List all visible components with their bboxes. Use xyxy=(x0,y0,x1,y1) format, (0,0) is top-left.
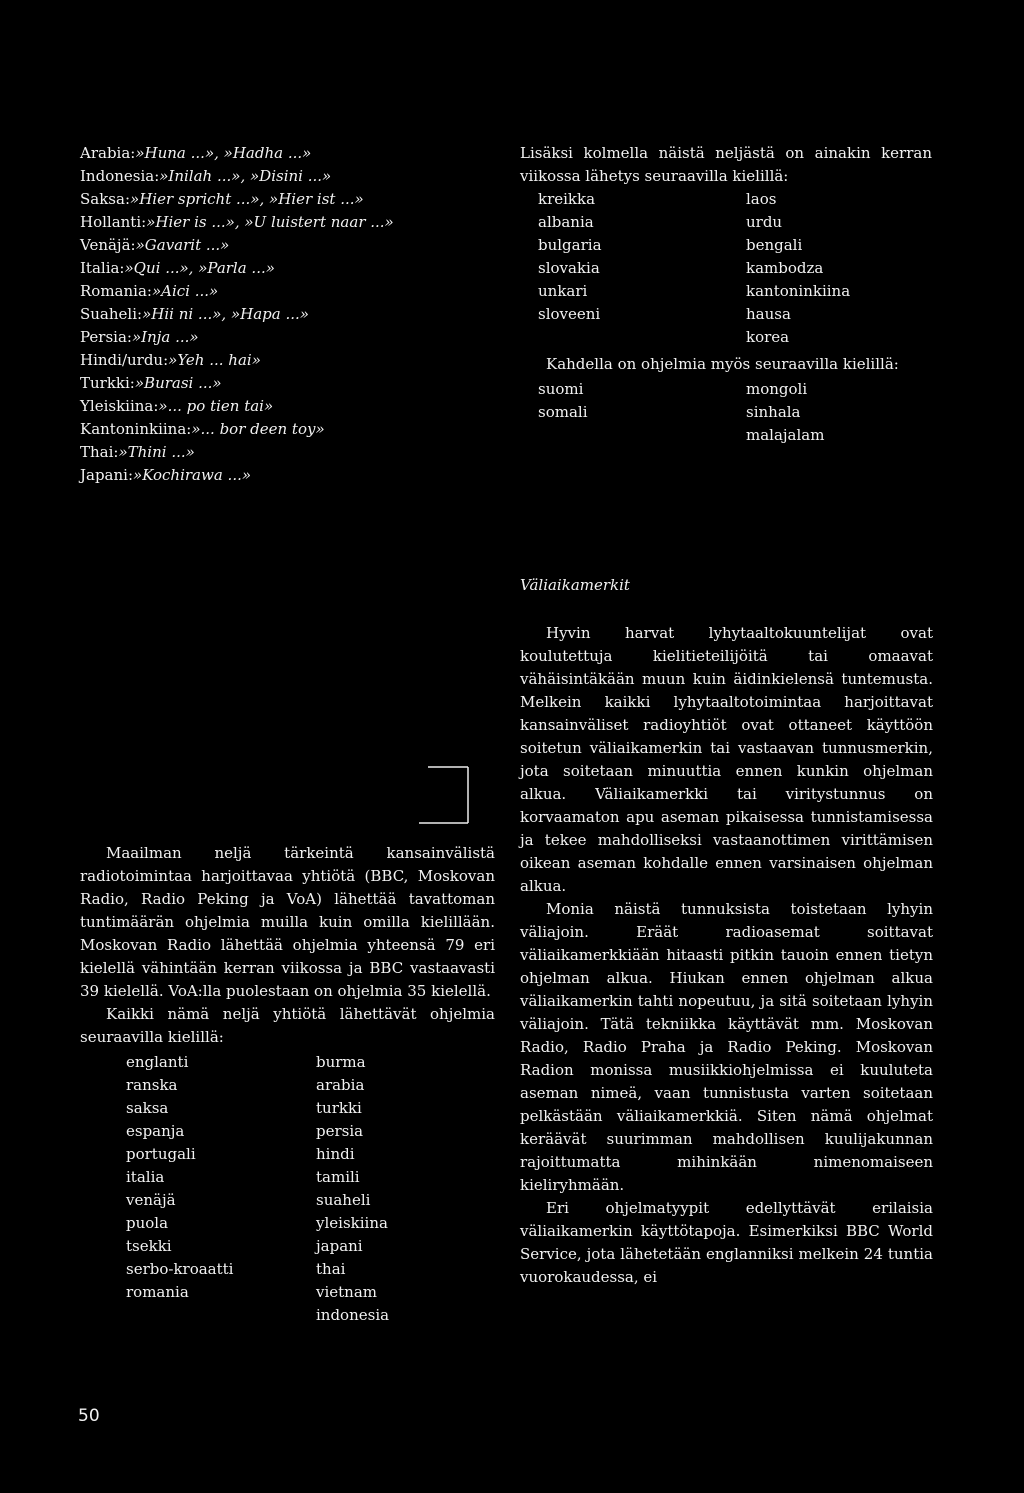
greeting-line xyxy=(80,303,520,326)
language-name xyxy=(538,424,738,447)
greeting-language: Thai: xyxy=(80,443,119,461)
greeting-language: Japani: xyxy=(80,466,134,484)
language-name: urdu xyxy=(746,213,783,231)
language-name: laos xyxy=(746,190,777,208)
language-row xyxy=(538,424,932,447)
language-name: slovakia xyxy=(538,259,600,277)
language-row xyxy=(538,378,932,401)
language-name: englanti xyxy=(126,1053,189,1071)
language-name: somali xyxy=(538,403,588,421)
language-name: serbo-kroaatti xyxy=(126,1260,234,1278)
language-row xyxy=(538,326,932,349)
greeting-phrase: »... bor deen toy» xyxy=(191,420,325,438)
language-row xyxy=(126,1120,495,1143)
language-row xyxy=(126,1235,495,1258)
language-name: portugali xyxy=(126,1145,196,1163)
language-name xyxy=(126,1304,316,1327)
language-name: japani xyxy=(316,1237,363,1255)
language-name: kambodza xyxy=(746,259,824,277)
greeting-phrase: »Yeh ... hai» xyxy=(168,351,261,369)
language-name: albania xyxy=(538,213,594,231)
greeting-line xyxy=(80,280,520,303)
greeting-phrase: »Inja ...» xyxy=(131,328,199,346)
greeting-phrase: »Thini ...» xyxy=(118,443,195,461)
language-name: italia xyxy=(126,1168,165,1186)
left-body-text xyxy=(80,842,495,1327)
language-row xyxy=(126,1051,495,1074)
language-name: unkari xyxy=(538,282,588,300)
language-name: puola xyxy=(126,1214,169,1232)
greeting-language: Romania: xyxy=(80,282,152,300)
greeting-line xyxy=(80,142,520,165)
language-name: vietnam xyxy=(316,1283,378,1301)
language-name: arabia xyxy=(316,1076,365,1094)
greeting-phrase: »Inilah ...», »Disini ...» xyxy=(159,167,332,185)
language-name: suomi xyxy=(538,380,584,398)
intro2-paragraph: Kahdella on ohjelmia myös seuraavilla kielillä: xyxy=(546,355,899,373)
language-row xyxy=(126,1074,495,1097)
language-name: suaheli xyxy=(316,1191,371,1209)
language-name: bulgaria xyxy=(538,236,602,254)
body-paragraph: Kaikki nämä neljä yhtiötä lähettävät ohjelmia seuraavilla kielillä: xyxy=(80,1005,495,1046)
greeting-line xyxy=(80,188,520,211)
language-name xyxy=(538,326,738,349)
language-name: venäjä xyxy=(126,1191,176,1209)
greeting-language: Saksa: xyxy=(80,190,131,208)
greetings-list xyxy=(80,142,520,487)
language-name: ranska xyxy=(126,1076,178,1094)
greeting-phrase: »Huna ...», »Hadha ...» xyxy=(135,144,312,162)
language-name: mongoli xyxy=(746,380,808,398)
greeting-language: Hollanti: xyxy=(80,213,147,231)
language-name: hausa xyxy=(746,305,791,323)
language-row xyxy=(538,211,932,234)
greeting-phrase: »Kochirawa ...» xyxy=(133,466,252,484)
greeting-phrase: »Qui ...», »Parla ...» xyxy=(124,259,275,277)
language-name: bengali xyxy=(746,236,803,254)
language-row xyxy=(538,188,932,211)
greeting-line xyxy=(80,372,520,395)
language-row xyxy=(538,234,932,257)
greeting-line xyxy=(80,234,520,257)
language-row xyxy=(538,303,932,326)
greeting-line xyxy=(80,418,520,441)
greeting-line xyxy=(80,211,520,234)
language-row xyxy=(126,1189,495,1212)
language-list-three xyxy=(538,188,932,349)
greeting-language: Yleiskiina: xyxy=(80,397,159,415)
greeting-language: Persia: xyxy=(80,328,132,346)
greeting-language: Hindi/urdu: xyxy=(80,351,169,369)
language-row xyxy=(126,1212,495,1235)
language-name: burma xyxy=(316,1053,366,1071)
greeting-language: Kantoninkiina: xyxy=(80,420,192,438)
greeting-line xyxy=(80,326,520,349)
language-name: turkki xyxy=(316,1099,362,1117)
greeting-language: Arabia: xyxy=(80,144,136,162)
language-name: kantoninkiina xyxy=(746,282,851,300)
greeting-language: Venäjä: xyxy=(80,236,136,254)
intro-paragraph: Lisäksi kolmella näistä neljästä on ainakin kerran viikossa lähetys seuraavilla kielillä: xyxy=(520,144,932,185)
language-name: tsekki xyxy=(126,1237,172,1255)
greeting-language: Turkki: xyxy=(80,374,135,392)
language-name: yleiskiina xyxy=(316,1214,388,1232)
greeting-phrase: »Hier spricht ...», »Hier ist ...» xyxy=(130,190,364,208)
right-top-block xyxy=(520,142,932,447)
bracket-mark xyxy=(418,766,470,824)
body-paragraph: Monia näistä tunnuksista toistetaan lyhyin väliajoin. Eräät radioasemat soittavat väliaikamerkkiään hitaasti pitkin tauoin ennen tietyn ohjelman alkua. Hiukan ennen ohjelman alkua väliaikamerkin tahti nopeutuu, ja sitä soitetaan lyhyin väliajoin. Tätä tekniikka käyttävät mm. Moskovan Radio, Radio Praha ja Radio Peking. Moskovan Radion monissa musiikkiohjelmissa ei kuuluteta aseman nimeä, vaan tunnistusta varten soitetaan pelkästään väliaikamerkkiä. Siten nämä ohjelmat keräävät suurimman mahdollisen kuulijakunnan rajoittumatta mihinkään nimenomaiseen kieliryhmään. xyxy=(520,900,933,1194)
greeting-line xyxy=(80,349,520,372)
body-paragraph: Eri ohjelmatyypit edellyttävät erilaisia väliaikamerkin käyttötapoja. Esimerkiksi BBC World Service, jota lähetetään englanniksi melkein 24 tuntia vuorokaudessa, ei xyxy=(520,1199,933,1286)
greeting-phrase: »Burasi ...» xyxy=(134,374,222,392)
language-name: espanja xyxy=(126,1122,185,1140)
language-row xyxy=(126,1097,495,1120)
greeting-line xyxy=(80,464,520,487)
language-row xyxy=(126,1281,495,1304)
body-paragraph: Maailman neljä tärkeintä kansainvälistä radiotoimintaa harjoittavaa yhtiötä (BBC, Moskovan Radio, Radio Peking ja VoA) lähettää tavattoman tuntimäärän ohjelmia muilla kuin omilla kielillään. Moskovan Radio lähettää ohjelmia yhteensä 79 eri kielellä vähintään kerran viikossa ja BBC vastaavasti 39 kielellä. VoA:lla puolestaan on ohjelmia 35 kielellä. xyxy=(80,844,495,1000)
greeting-line xyxy=(80,441,520,464)
greeting-language: Italia: xyxy=(80,259,125,277)
language-name: saksa xyxy=(126,1099,169,1117)
greeting-line xyxy=(80,165,520,188)
greeting-line xyxy=(80,257,520,280)
greeting-phrase: »Hii ni ...», »Hapa ...» xyxy=(142,305,309,323)
language-name: tamili xyxy=(316,1168,360,1186)
greeting-phrase: »Aici ...» xyxy=(151,282,219,300)
language-name: romania xyxy=(126,1283,189,1301)
language-name: hindi xyxy=(316,1145,355,1163)
greeting-phrase: »Hier is ...», »U luistert naar ...» xyxy=(146,213,394,231)
greeting-line xyxy=(80,395,520,418)
section-heading: Väliaikamerkit xyxy=(520,576,630,594)
language-name: indonesia xyxy=(316,1306,390,1324)
language-list-two xyxy=(538,378,932,447)
greeting-phrase: »... po tien tai» xyxy=(158,397,274,415)
language-name: kreikka xyxy=(538,190,596,208)
greeting-language: Suaheli: xyxy=(80,305,143,323)
language-name: malajalam xyxy=(746,426,825,444)
page-number: 50 xyxy=(78,1406,100,1426)
language-row xyxy=(126,1304,495,1327)
greeting-language: Indonesia: xyxy=(80,167,160,185)
language-row xyxy=(126,1143,495,1166)
language-name: thai xyxy=(316,1260,346,1278)
language-name: korea xyxy=(746,328,790,346)
right-body-text xyxy=(520,622,933,1289)
language-row xyxy=(538,280,932,303)
greeting-phrase: »Gavarit ...» xyxy=(135,236,230,254)
language-name: sloveeni xyxy=(538,305,601,323)
language-row xyxy=(126,1166,495,1189)
language-row xyxy=(538,257,932,280)
language-name: sinhala xyxy=(746,403,801,421)
body-paragraph: Hyvin harvat lyhytaaltokuuntelijat ovat koulutettuja kielitieteilijöitä tai omaavat vähäisintäkään muun kuin äidinkielensä tuntemusta. Melkein kaikki lyhytaaltotoimintaa harjoittavat kansainväliset radioyhtiöt ovat ottaneet käyttöön soitetun väliaikamerkin tai vastaavan tunnusmerkin, jota soitetaan minuuttia ennen kunkin ohjelman alkua. Väliaikamerkki tai viritystunnus on korvaamaton apu aseman pikaisessa tunnistamisessa ja tekee mahdolliseksi vastaanottimen virittämisen oikean aseman kohdalle ennen varsinaisen ohjelman alkua. xyxy=(520,624,933,895)
language-row xyxy=(538,401,932,424)
language-list-four xyxy=(126,1051,495,1327)
language-name: persia xyxy=(316,1122,364,1140)
language-row xyxy=(126,1258,495,1281)
